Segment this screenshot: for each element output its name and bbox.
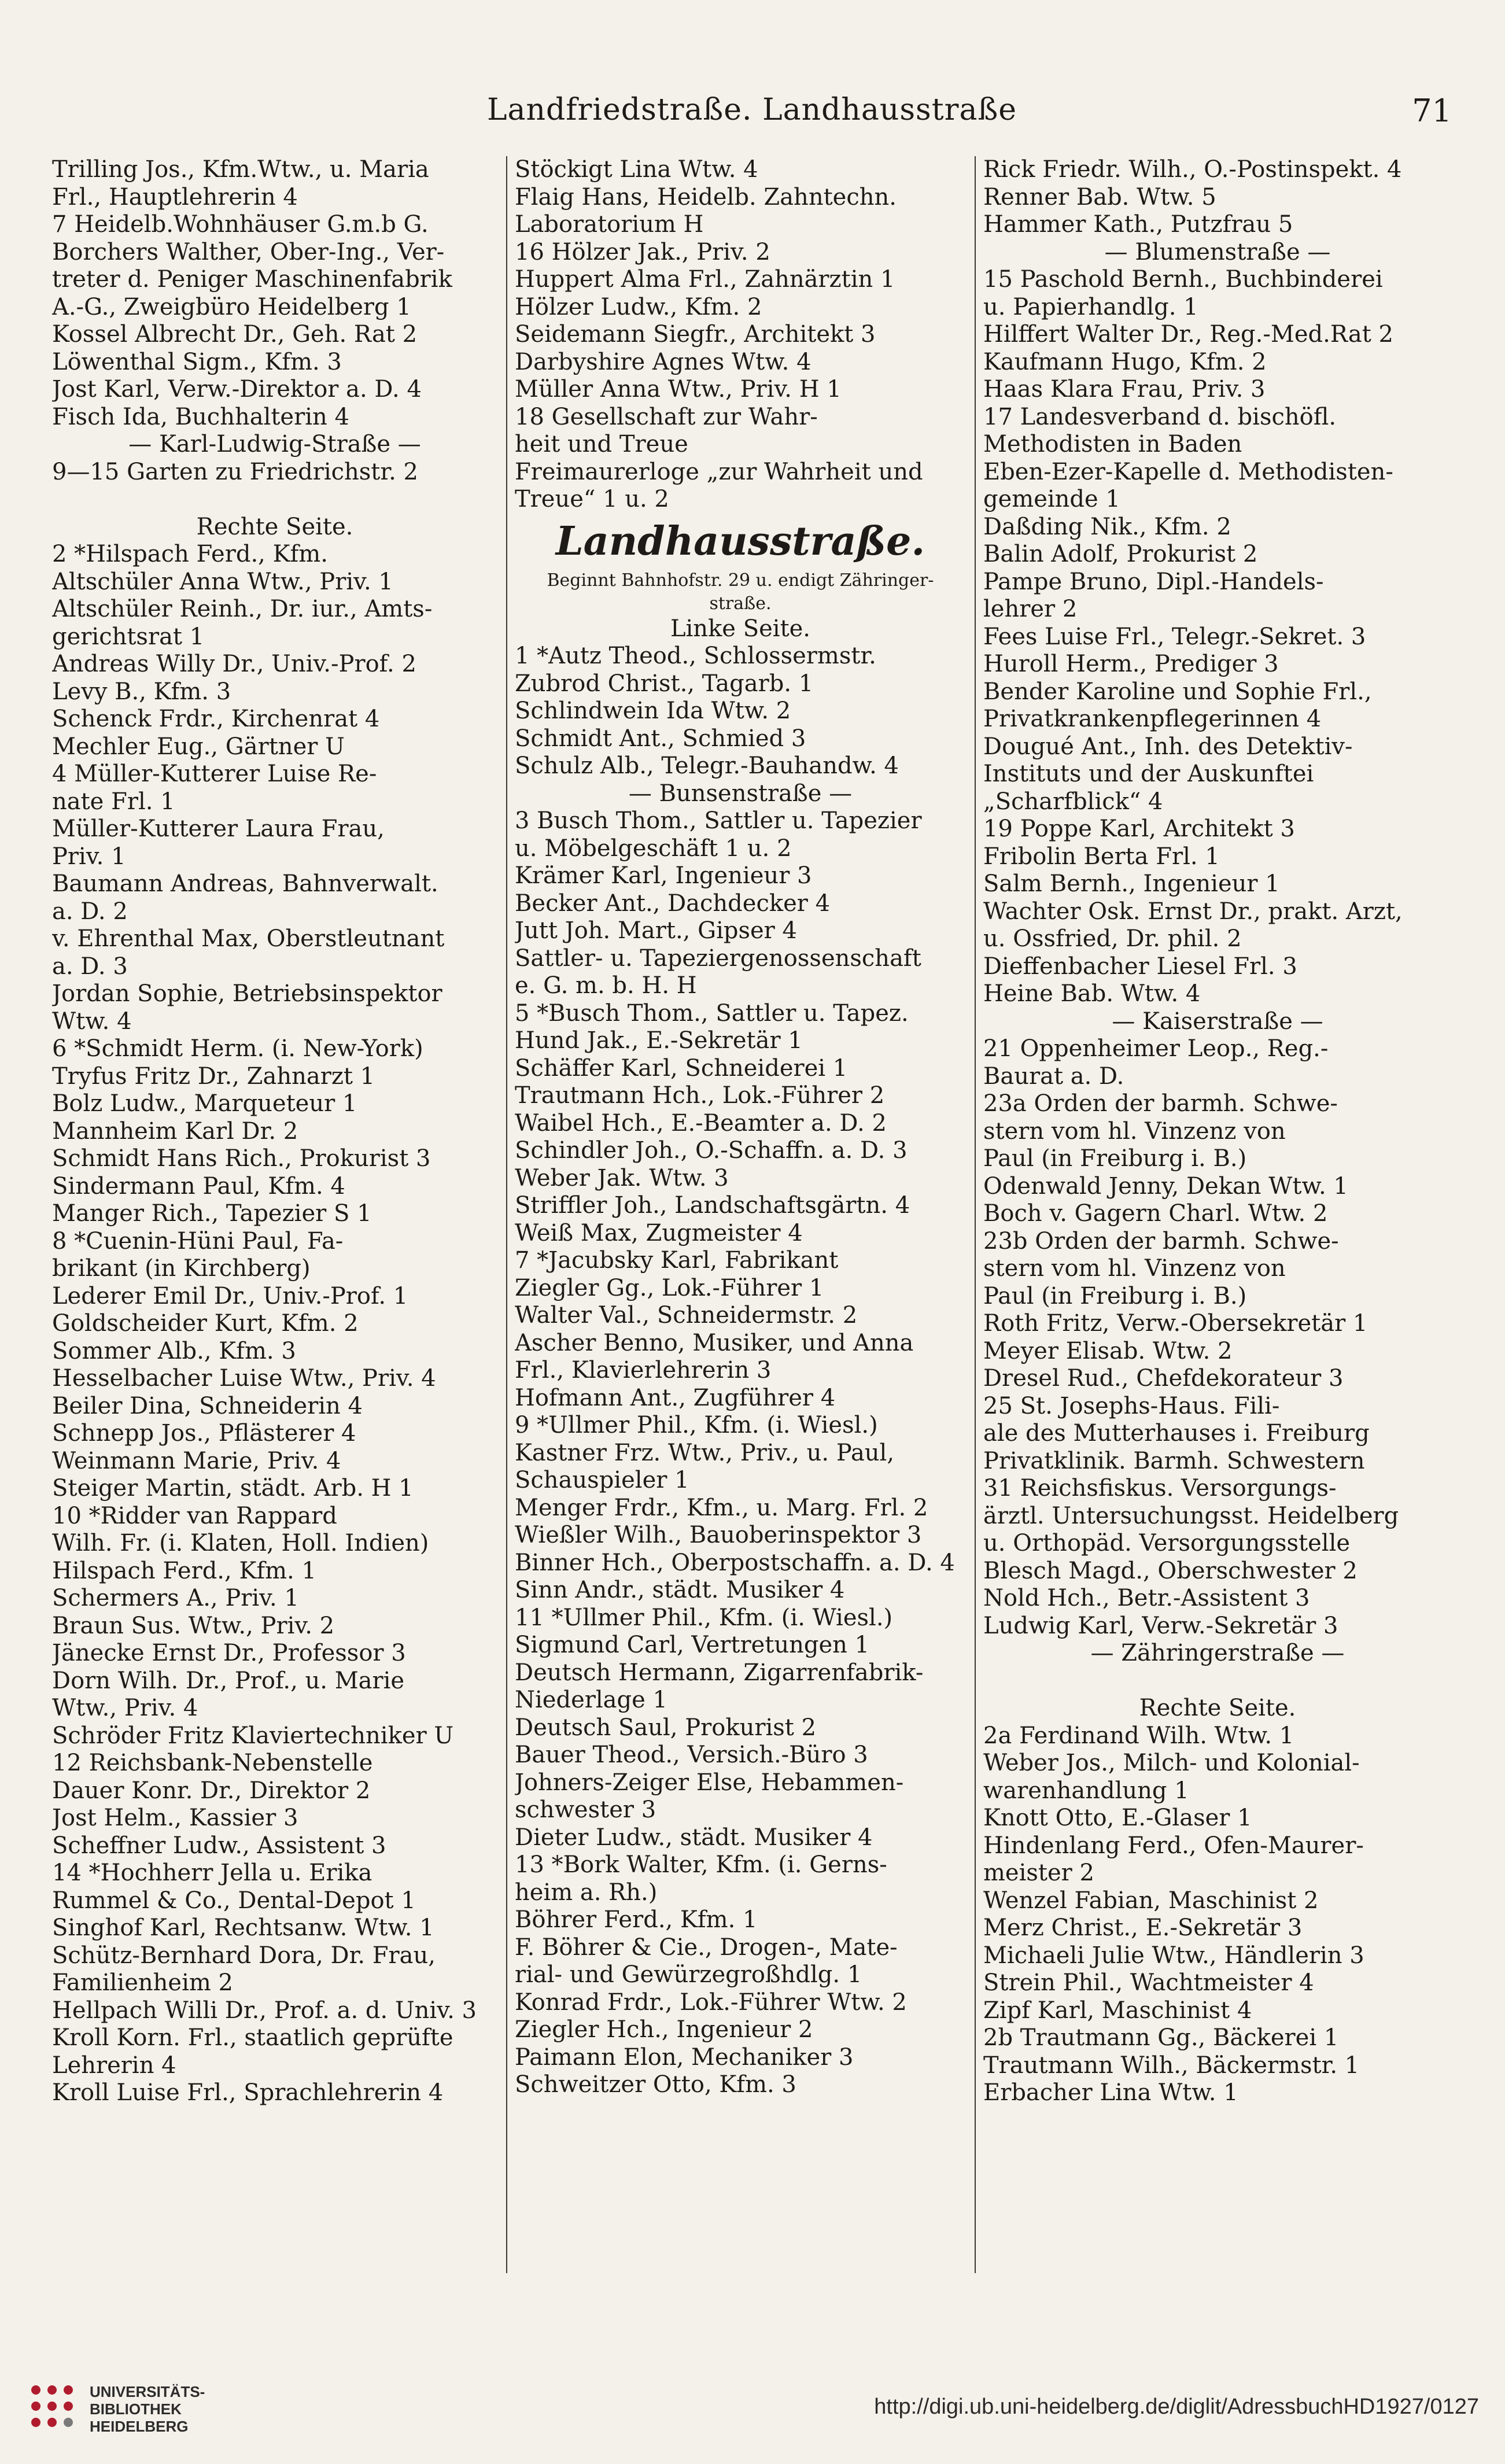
street-heading-note: straße.: [709, 593, 772, 614]
directory-entry: Bender Karoline und Sophie Frl.,: [983, 678, 1372, 705]
directory-entry: Darbyshire Agnes Wtw. 4: [515, 348, 811, 375]
directory-entry: warenhandlung 1: [983, 1777, 1189, 1804]
directory-entry: Hölzer Ludw., Kfm. 2: [515, 293, 762, 320]
directory-entry: Hofmann Ant., Zugführer 4: [515, 1384, 836, 1411]
directory-entry: 8 *Cuenin-Hüni Paul, Fa-: [52, 1227, 344, 1255]
directory-entry: Lederer Emil Dr., Univ.-Prof. 1: [52, 1282, 408, 1310]
directory-entry: Schauspieler 1: [515, 1467, 689, 1493]
directory-entry: Hund Jak., E.-Sekretär 1: [515, 1027, 803, 1054]
directory-entry: Michaeli Julie Wtw., Händlerin 3: [983, 1942, 1364, 1969]
directory-entry: Eben-Ezer-Kapelle d. Methodisten-: [983, 458, 1393, 485]
directory-entry: Müller-Kutterer Laura Frau,: [52, 816, 385, 842]
directory-entry: 17 Landesverband d. bischöfl.: [983, 403, 1337, 430]
directory-entry: Jost Karl, Verw.-Direktor a. D. 4: [52, 376, 422, 403]
directory-entry: Manger Rich., Tapezier S 1: [52, 1200, 372, 1227]
directory-entry: Odenwald Jenny, Dekan Wtw. 1: [983, 1172, 1348, 1200]
directory-entry: Kastner Frz. Wtw., Priv., u. Paul,: [515, 1439, 895, 1466]
directory-entry: Borchers Walther, Ober-Ing., Ver-: [52, 238, 445, 265]
directory-entry: Hilspach Ferd., Kfm. 1: [52, 1557, 316, 1584]
directory-entry: 4 Müller-Kutterer Luise Re-: [52, 761, 377, 787]
directory-entry: Paimann Elon, Mechaniker 3: [515, 2044, 854, 2071]
directory-entry: Seidemann Siegfr., Architekt 3: [515, 321, 876, 348]
directory-entry: 11 *Ullmer Phil., Kfm. (i. Wiesl.): [515, 1604, 893, 1631]
directory-entry: Singhof Karl, Rechtsanw. Wtw. 1: [52, 1915, 434, 1941]
directory-entry: Zubrod Christ., Tagarb. 1: [515, 670, 814, 697]
library-logo-text: [90, 2383, 205, 2435]
directory-entry: Paul (in Freiburg i. B.): [983, 1145, 1247, 1172]
directory-entry: stern vom hl. Vinzenz von: [983, 1117, 1286, 1145]
directory-entry: Wtw., Priv. 4: [52, 1695, 198, 1721]
directory-entry: Frl., Hauptlehrerin 4: [52, 183, 298, 211]
directory-entry: brikant (in Kirchberg): [52, 1255, 311, 1282]
directory-entry: Altschüler Anna Wtw., Priv. 1: [52, 568, 393, 595]
directory-entry: Rummel & Co., Dental-Depot 1: [52, 1887, 416, 1914]
directory-entry: Merz Christ., E.-Sekretär 3: [983, 1915, 1303, 1941]
directory-entry: 2 *Hilspach Ferd., Kfm.: [52, 541, 328, 567]
directory-entry: Treue“ 1 u. 2: [515, 486, 669, 512]
directory-entry: Fisch Ida, Buchhalterin 4: [52, 403, 349, 430]
directory-entry: Sommer Alb., Kfm. 3: [52, 1337, 296, 1364]
directory-entry: Waibel Hch., E.-Beamter a. D. 2: [515, 1109, 887, 1137]
directory-entry: Scheffner Ludw., Assistent 3: [52, 1832, 386, 1859]
directory-entry: Menger Frdr., Kfm., u. Marg. Frl. 2: [515, 1494, 928, 1521]
directory-entry: Schröder Fritz Klaviertechniker U: [52, 1722, 454, 1749]
directory-entry: Tryfus Fritz Dr., Zahnarzt 1: [52, 1063, 375, 1090]
directory-entry: 19 Poppe Karl, Architekt 3: [983, 816, 1295, 842]
directory-entry: gerichtsrat 1: [52, 623, 205, 650]
directory-entry: Schulz Alb., Telegr.-Bauhandw. 4: [515, 753, 899, 779]
directory-entry: Flaig Hans, Heidelb. Zahntechn.: [515, 183, 897, 211]
directory-entry: e. G. m. b. H. H: [515, 972, 697, 999]
directory-entry: 23b Orden der barmh. Schwe-: [983, 1227, 1339, 1255]
directory-entry: ale des Mutterhauses i. Freiburg: [983, 1420, 1370, 1447]
directory-entry: Konrad Frdr., Lok.-Führer Wtw. 2: [515, 1989, 907, 2016]
directory-entry: Jordan Sophie, Betriebsinspektor: [52, 980, 442, 1007]
directory-entry: Privatkrankenpflegerinnen 4: [983, 706, 1322, 732]
directory-entry: lehrer 2: [983, 596, 1078, 622]
directory-entry: rial- und Gewürzegroßhdlg. 1: [515, 1961, 862, 1988]
directory-entry: Hellpach Willi Dr., Prof. a. d. Univ. 3: [52, 1997, 477, 2024]
directory-entry: — Karl-Ludwig-Straße —: [128, 431, 421, 458]
directory-entry: 18 Gesellschaft zur Wahr-: [515, 403, 818, 430]
blank-line: [983, 1668, 1452, 1695]
directory-entry: Weber Jak. Wtw. 3: [515, 1164, 729, 1192]
directory-entry: 16 Hölzer Jak., Priv. 2: [515, 238, 770, 265]
directory-entry: 5 *Busch Thom., Sattler u. Tapez.: [515, 999, 909, 1027]
directory-entry: Trilling Jos., Kfm.Wtw., u. Maria: [52, 156, 429, 183]
directory-entry: Krämer Karl, Ingenieur 3: [515, 862, 812, 889]
directory-entry: Dauer Konr. Dr., Direktor 2: [52, 1777, 371, 1804]
directory-entry: Haas Klara Frau, Priv. 3: [983, 376, 1266, 403]
directory-entry: 7 *Jacubsky Karl, Fabrikant: [515, 1247, 839, 1274]
directory-entry: Lehrerin 4: [52, 2052, 176, 2079]
directory-entry: ärztl. Untersuchungsst. Heidelberg: [983, 1502, 1399, 1529]
directory-entry: meister 2: [983, 1860, 1094, 1886]
directory-entry: Hindenlang Ferd., Ofen-Maurer-: [983, 1832, 1364, 1859]
directory-entry: Dieter Ludw., städt. Musiker 4: [515, 1824, 873, 1851]
directory-entry: Weiß Max, Zugmeister 4: [515, 1219, 803, 1246]
directory-entry: Rechte Seite.: [1139, 1695, 1296, 1721]
directory-entry: Heine Bab. Wtw. 4: [983, 980, 1201, 1007]
directory-entry: a. D. 2: [52, 898, 128, 925]
directory-entry: Wilh. Fr. (i. Klaten, Holl. Indien): [52, 1530, 429, 1556]
directory-entry: Instituts und der Auskunftei: [983, 761, 1314, 787]
directory-entry: Böhrer Ferd., Kfm. 1: [515, 1906, 758, 1933]
directory-entry: Zipf Karl, Maschinist 4: [983, 1997, 1252, 2024]
directory-entry: 12 Reichsbank-Nebenstelle: [52, 1750, 373, 1776]
directory-entry: Huroll Herm., Prediger 3: [983, 651, 1279, 677]
directory-entry: Beiler Dina, Schneiderin 4: [52, 1392, 363, 1419]
directory-entry: u. Papierhandlg. 1: [983, 293, 1198, 320]
running-title: Landfriedstraße. Landhausstraße: [486, 93, 1017, 127]
directory-entry: gemeinde 1: [983, 486, 1120, 512]
directory-entry: Löwenthal Sigm., Kfm. 3: [52, 348, 342, 375]
directory-entry: Braun Sus. Wtw., Priv. 2: [52, 1612, 335, 1639]
directory-entry: Schäffer Karl, Schneiderei 1: [515, 1054, 848, 1082]
directory-entry: 7 Heidelb.Wohnhäuser G.m.b G.: [52, 211, 429, 238]
directory-entry: Daßding Nik., Kfm. 2: [983, 513, 1231, 540]
directory-entry: Schermers A., Priv. 1: [52, 1585, 299, 1611]
directory-entry: heim a. Rh.): [515, 1879, 658, 1906]
directory-entry: Laboratorium H: [515, 211, 704, 238]
directory-entry: Goldscheider Kurt, Kfm. 2: [52, 1310, 359, 1337]
column-right: [983, 156, 1452, 2273]
directory-entry: Erbacher Lina Wtw. 1: [983, 2079, 1238, 2106]
directory-entry: Rechte Seite.: [196, 513, 353, 540]
directory-entry: Linke Seite.: [670, 615, 811, 642]
source-url[interactable]: http://digi.ub.uni-heidelberg.de/diglit/AdressbuchHD1927/0127: [874, 2395, 1479, 2419]
directory-entry: Schmidt Ant., Schmied 3: [515, 725, 806, 752]
directory-entry: Schenck Frdr., Kirchenrat 4: [52, 706, 380, 732]
directory-entry: nate Frl. 1: [52, 788, 175, 815]
directory-entry: 9 *Ullmer Phil., Kfm. (i. Wiesl.): [515, 1412, 878, 1438]
directory-entry: Ziegler Gg., Lok.-Führer 1: [515, 1274, 824, 1301]
directory-entry: — Bunsenstraße —: [628, 780, 853, 807]
directory-entry: Schlindwein Ida Wtw. 2: [515, 698, 791, 724]
directory-entry: F. Böhrer & Cie., Drogen-, Mate-: [515, 1934, 898, 1961]
directory-entry: 15 Paschold Bernh., Buchbinderei: [983, 266, 1383, 293]
page-footer: [0, 2331, 1505, 2464]
directory-entry: Salm Bernh., Ingenieur 1: [983, 870, 1280, 897]
directory-entry: Jänecke Ernst Dr., Professor 3: [52, 1640, 406, 1666]
directory-entry: Huppert Alma Frl., Zahnärztin 1: [515, 266, 895, 293]
directory-entry: 2b Trautmann Gg., Bäckerei 1: [983, 2024, 1339, 2051]
directory-entry: v. Ehrenthal Max, Oberstleutnant: [52, 925, 445, 952]
directory-entry: stern vom hl. Vinzenz von: [983, 1255, 1286, 1282]
directory-entry: u. Orthopäd. Versorgungsstelle: [983, 1530, 1351, 1556]
directory-entry: u. Möbelgeschäft 1 u. 2: [515, 835, 792, 862]
directory-entry: Ascher Benno, Musiker, und Anna: [515, 1329, 914, 1356]
directory-entry: A.-G., Zweigbüro Heidelberg 1: [52, 293, 411, 320]
directory-entry: Schindler Joh., O.-Schaffn. a. D. 3: [515, 1137, 908, 1164]
blank-line: [52, 486, 497, 514]
directory-entry: Dresel Rud., Chefdekorateur 3: [983, 1365, 1344, 1392]
library-logo-icon: [23, 2377, 81, 2435]
directory-entry: Bauer Theod., Versich.-Büro 3: [515, 1742, 868, 1768]
directory-entry: Hilffert Walter Dr., Reg.-Med.Rat 2: [983, 321, 1393, 348]
directory-entry: Striffler Joh., Landschaftsgärtn. 4: [515, 1192, 910, 1219]
directory-entry: Wachter Osk. Ernst Dr., prakt. Arzt,: [983, 898, 1403, 925]
directory-entry: — Zähringerstraße —: [1090, 1640, 1345, 1666]
directory-entry: Fees Luise Frl., Telegr.-Sekret. 3: [983, 623, 1366, 650]
logo-line-3: HEIDELBERG: [90, 2418, 189, 2435]
directory-entry: Mannheim Karl Dr. 2: [52, 1117, 298, 1145]
directory-entry: Trautmann Wilh., Bäckermstr. 1: [983, 2052, 1360, 2079]
directory-entry: Müller Anna Wtw., Priv. H 1: [515, 376, 842, 403]
directory-entry: Sinn Andr., städt. Musiker 4: [515, 1577, 845, 1603]
directory-entry: 14 *Hochherr Jella u. Erika: [52, 1860, 372, 1886]
directory-entry: Jutt Joh. Mart., Gipser 4: [515, 917, 797, 944]
directory-entry: Priv. 1: [52, 843, 126, 870]
directory-entry: Hammer Kath., Putzfrau 5: [983, 211, 1293, 238]
directory-entry: 25 St. Josephs-Haus. Fili-: [983, 1392, 1280, 1419]
directory-entry: 13 *Bork Walter, Kfm. (i. Gerns-: [515, 1851, 887, 1878]
directory-entry: Methodisten in Baden: [983, 431, 1242, 458]
directory-entry: 1 *Autz Theod., Schlossermstr.: [515, 643, 876, 669]
directory-entry: schwester 3: [515, 1797, 656, 1823]
directory-entry: Kroll Luise Frl., Sprachlehrerin 4: [52, 2079, 444, 2106]
directory-entry: treter d. Peniger Maschinenfabrik: [52, 266, 452, 293]
directory-entry: Niederlage 1: [515, 1687, 667, 1713]
library-logo: [23, 2377, 266, 2435]
directory-entry: 23a Orden der barmh. Schwe-: [983, 1090, 1338, 1117]
directory-entry: Baurat a. D.: [983, 1063, 1124, 1090]
directory-entry: Wenzel Fabian, Maschinist 2: [983, 1887, 1319, 1914]
columns: [52, 156, 1452, 2273]
directory-entry: Fribolin Berta Frl. 1: [983, 843, 1220, 870]
directory-entry: Frl., Klavierlehrerin 3: [515, 1357, 772, 1384]
directory-entry: Trautmann Hch., Lok.-Führer 2: [515, 1082, 885, 1109]
directory-entry: Altschüler Reinh., Dr. iur., Amts-: [52, 596, 433, 622]
logo-line-1: UNIVERSITÄTS-: [90, 2383, 205, 2400]
directory-entry: Deutsch Hermann, Zigarrenfabrik-: [515, 1659, 924, 1686]
directory-entry: a. D. 3: [52, 953, 128, 980]
column-left: [52, 156, 497, 2273]
directory-entry: Strein Phil., Wachtmeister 4: [983, 1969, 1314, 1996]
directory-entry: u. Ossfried, Dr. phil. 2: [983, 925, 1242, 952]
directory-entry: Schnepp Jos., Pflästerer 4: [52, 1420, 356, 1447]
directory-entry: Schütz-Bernhard Dora, Dr. Frau,: [52, 1942, 436, 1969]
directory-entry: Wtw. 4: [52, 1008, 132, 1035]
directory-entry: Bolz Ludw., Marqueteur 1: [52, 1090, 357, 1117]
directory-entry: Nold Hch., Betr.-Assistent 3: [983, 1585, 1310, 1611]
directory-entry: Dougué Ant., Inh. des Detektiv-: [983, 733, 1353, 760]
directory-entry: Meyer Elisab. Wtw. 2: [983, 1337, 1233, 1364]
logo-line-2: BIBLIOTHEK: [90, 2400, 182, 2418]
directory-entry: Paul (in Freiburg i. B.): [983, 1282, 1247, 1310]
directory-entry: Pampe Bruno, Dipl.-Handels-: [983, 568, 1324, 595]
column-divider: [975, 156, 976, 2273]
directory-entry: 21 Oppenheimer Leop., Reg.-: [983, 1035, 1329, 1062]
directory-entry: Privatklinik. Barmh. Schwestern: [983, 1447, 1365, 1474]
directory-entry: Schweitzer Otto, Kfm. 3: [515, 2071, 796, 2098]
street-heading: Landhausstraße.: [555, 518, 925, 565]
directory-entry: Ziegler Hch., Ingenieur 2: [515, 2016, 813, 2043]
directory-entry: Rick Friedr. Wilh., O.-Postinspekt. 4: [983, 156, 1402, 183]
page-number: 71: [1412, 93, 1452, 129]
directory-entry: Binner Hch., Oberpostschaffn. a. D. 4: [515, 1549, 955, 1576]
street-heading-note: Beginnt Bahnhofstr. 29 u. endigt Zähringer-: [547, 570, 934, 591]
directory-entry: Dorn Wilh. Dr., Prof., u. Marie: [52, 1667, 405, 1694]
directory-entry: Sigmund Carl, Vertretungen 1: [515, 1632, 870, 1658]
directory-entry: Kaufmann Hugo, Kfm. 2: [983, 348, 1267, 375]
directory-entry: Wießler Wilh., Bauoberinspektor 3: [515, 1522, 922, 1548]
directory-entry: Mechler Eug., Gärtner U: [52, 733, 345, 760]
directory-entry: Blesch Magd., Oberschwester 2: [983, 1557, 1358, 1584]
directory-entry: Knott Otto, E.-Glaser 1: [983, 1805, 1252, 1831]
directory-entry: 3 Busch Thom., Sattler u. Tapezier: [515, 807, 922, 834]
directory-entry: Kossel Albrecht Dr., Geh. Rat 2: [52, 321, 418, 348]
directory-entry: Baumann Andreas, Bahnverwalt.: [52, 870, 438, 897]
directory-entry: Sindermann Paul, Kfm. 4: [52, 1172, 345, 1200]
directory-entry: Renner Bab. Wtw. 5: [983, 183, 1216, 211]
directory-entry: Dieffenbacher Liesel Frl. 3: [983, 953, 1297, 980]
directory-entry: Johners-Zeiger Else, Hebammen-: [515, 1769, 904, 1796]
directory-entry: Levy B., Kfm. 3: [52, 678, 231, 705]
directory-entry: Ludwig Karl, Verw.-Sekretär 3: [983, 1612, 1338, 1639]
directory-entry: Kroll Korn. Frl., staatlich geprüfte: [52, 2024, 453, 2051]
directory-entry: Familienheim 2: [52, 1969, 233, 1996]
directory-entry: Hesselbacher Luise Wtw., Priv. 4: [52, 1365, 436, 1392]
directory-entry: Freimaurerloge „zur Wahrheit und: [515, 458, 923, 485]
directory-entry: Walter Val., Schneidermstr. 2: [515, 1302, 858, 1329]
directory-entry: Deutsch Saul, Prokurist 2: [515, 1714, 817, 1741]
directory-entry: — Blumenstraße —: [1104, 238, 1331, 265]
directory-entry: Boch v. Gagern Charl. Wtw. 2: [983, 1200, 1328, 1227]
directory-entry: Andreas Willy Dr., Univ.-Prof. 2: [52, 651, 416, 677]
directory-entry: 10 *Ridder van Rappard: [52, 1502, 337, 1529]
directory-entry: — Kaiserstraße —: [1112, 1008, 1323, 1035]
directory-entry: heit und Treue: [515, 431, 688, 458]
directory-entry: „Scharfblick“ 4: [983, 788, 1163, 815]
directory-entry: Roth Fritz, Verw.-Obersekretär 1: [983, 1310, 1368, 1337]
column-middle: [515, 156, 966, 2273]
directory-entry: Weinmann Marie, Priv. 4: [52, 1447, 341, 1474]
directory-entry: 2a Ferdinand Wilh. Wtw. 1: [983, 1722, 1294, 1749]
page-header: [52, 93, 1452, 145]
directory-entry: 31 Reichsfiskus. Versorgungs-: [983, 1475, 1337, 1502]
directory-entry: Becker Ant., Dachdecker 4: [515, 890, 831, 917]
directory-entry: Sattler- u. Tapeziergenossenschaft: [515, 945, 921, 972]
directory-entry: Schmidt Hans Rich., Prokurist 3: [52, 1145, 431, 1172]
directory-entry: Steiger Martin, städt. Arb. H 1: [52, 1475, 414, 1502]
directory-entry: Weber Jos., Milch- und Kolonial-: [983, 1750, 1360, 1776]
directory-entry: Jost Helm., Kassier 3: [52, 1805, 298, 1831]
column-divider: [506, 156, 507, 2273]
directory-entry: Stöckigt Lina Wtw. 4: [515, 156, 758, 183]
directory-entry: Balin Adolf, Prokurist 2: [983, 541, 1258, 567]
directory-entry: 6 *Schmidt Herm. (i. New-York): [52, 1035, 423, 1062]
directory-entry: 9—15 Garten zu Friedrichstr. 2: [52, 458, 418, 485]
